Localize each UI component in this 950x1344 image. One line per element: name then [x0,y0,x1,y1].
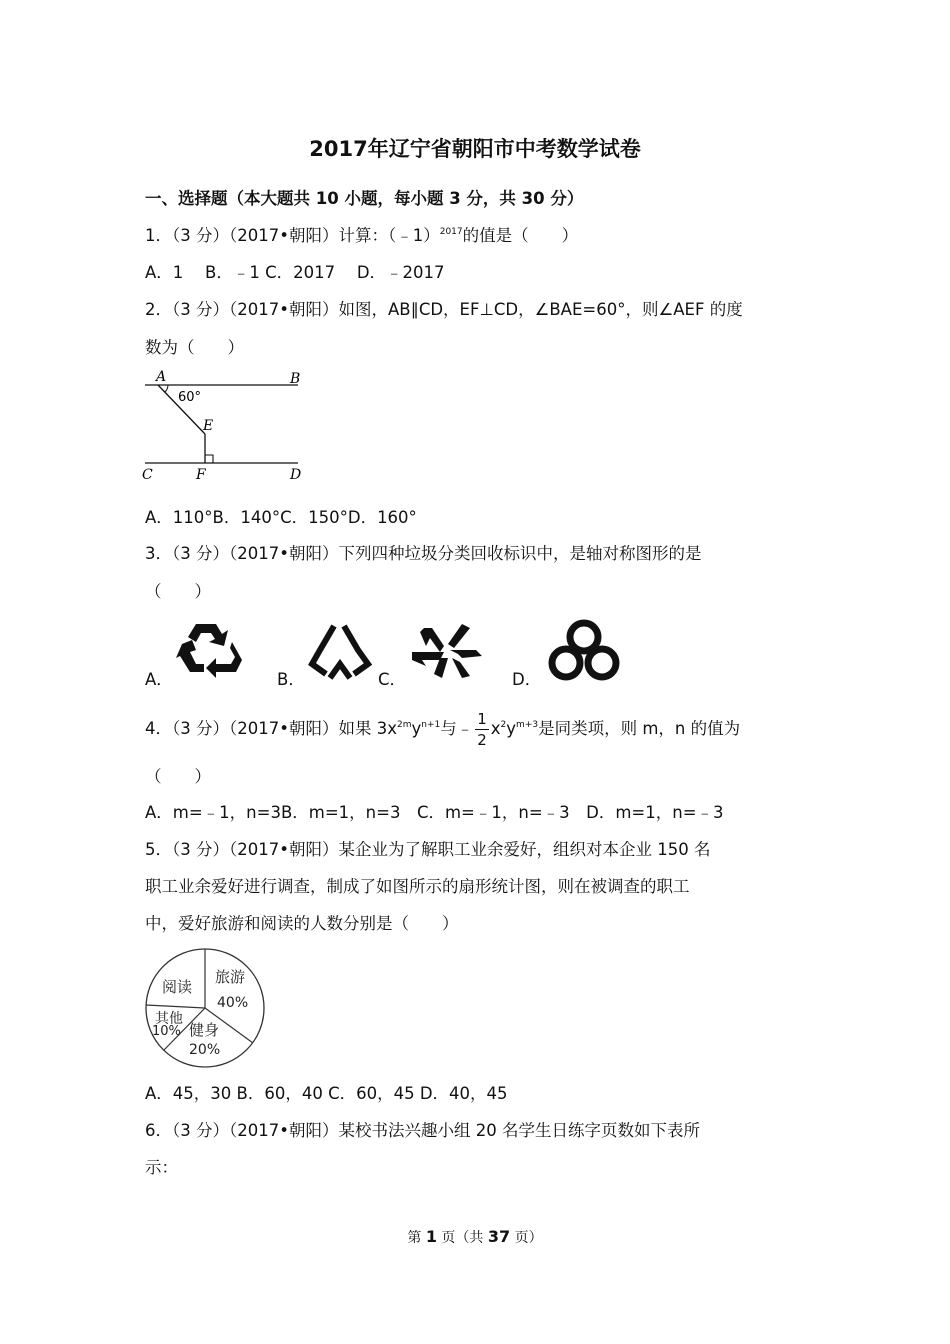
slice-label-travel: 旅游 [215,968,246,986]
question-1-options: A．1 B．﹣1 C．2017 D．﹣2017 [145,263,445,282]
label-f: F [196,467,206,483]
option-c-label: C． [378,670,407,689]
question-5-stem-cont: 职工业余爱好进行调查，制成了如图所示的扇形统计图，则在被调查的职工 [145,877,690,896]
label-b: B [290,371,301,387]
label-c: C [142,467,153,483]
question-2-options: A．110°B．140°C．150°D．160° [145,508,417,527]
page-footer: 第 1 页（共 37 页） [407,1227,543,1246]
recycle-symbol-b-icon [308,620,374,682]
fraction-one-half: $\frac{1}{2}$ [477,710,487,749]
question-5-stem-cont2: 中，爱好旅游和阅读的人数分别是（ ） [145,914,459,933]
page-title: 2017年辽宁省朝阳市中考数学试卷 [309,137,641,161]
slice-label-other: 其他 [155,1011,183,1027]
label-e: E [203,418,214,434]
slice-pct-travel: 40% [217,995,249,1011]
label-a: A [156,369,167,385]
pie-chart [142,945,268,1071]
question-3-stem-cont: （ ） [145,582,211,601]
question-2-stem: 2．（3 分）（2017•朝阳）如图，AB∥CD，EF⊥CD，∠BAE=60°，则∠AEF 的度 [145,300,743,319]
slice-label-reading: 阅读 [162,978,193,996]
question-2-stem-cont: 数为（ ） [145,338,244,357]
question-4-stem-cont: （ ） [145,767,211,786]
label-d: D [290,467,302,483]
recycle-symbol-a-icon [176,620,248,682]
question-4-options: A．m=﹣1，n=3B．m=1，n=3 C．m=﹣1，n=﹣3 D．m=1，n=﹣3 [145,803,724,822]
section-heading: 一、选择题（本大题共 10 小题，每小题 3 分，共 30 分） [145,189,584,208]
question-4-stem: 4．（3 分）（2017•朝阳）如果 $3x^{2m}y^{n+1}$与﹣ $\frac{1}{2}$ $x^2y^{m+3}$是同类项，则 m，n 的值为 [145,710,741,749]
question-1-stem: 1．（3 分）（2017•朝阳）计算：（﹣1）$^{2017}$的值是（ ） [145,226,579,245]
angle-label: 60° [178,390,202,405]
question-3-stem: 3．（3 分）（2017•朝阳）下列四种垃圾分类回收标识中，是轴对称图形的是 [145,544,702,563]
slice-label-fitness: 健身 [189,1021,220,1039]
question-5-stem: 5．（3 分）（2017•朝阳）某企业为了解职工业余爱好，组织对本企业 150 名 [145,840,711,859]
recycle-symbol-d-icon [544,617,624,685]
recycle-symbol-c-icon [410,620,486,682]
question-6-stem: 6．（3 分）（2017•朝阳）某校书法兴趣小组 20 名学生日练字页数如下表所 [145,1121,700,1140]
slice-pct-fitness: 20% [189,1042,221,1058]
parallel-lines-figure [140,366,315,484]
question-5-options: A．45，30 B．60，40 C．60，45 D．40，45 [145,1084,508,1103]
option-a-label: A． [145,670,173,689]
option-d-label: D． [512,670,542,689]
option-b-label: B． [277,670,305,689]
question-6-stem-cont: 示： [145,1158,178,1177]
slice-pct-other: 10% [152,1024,181,1039]
